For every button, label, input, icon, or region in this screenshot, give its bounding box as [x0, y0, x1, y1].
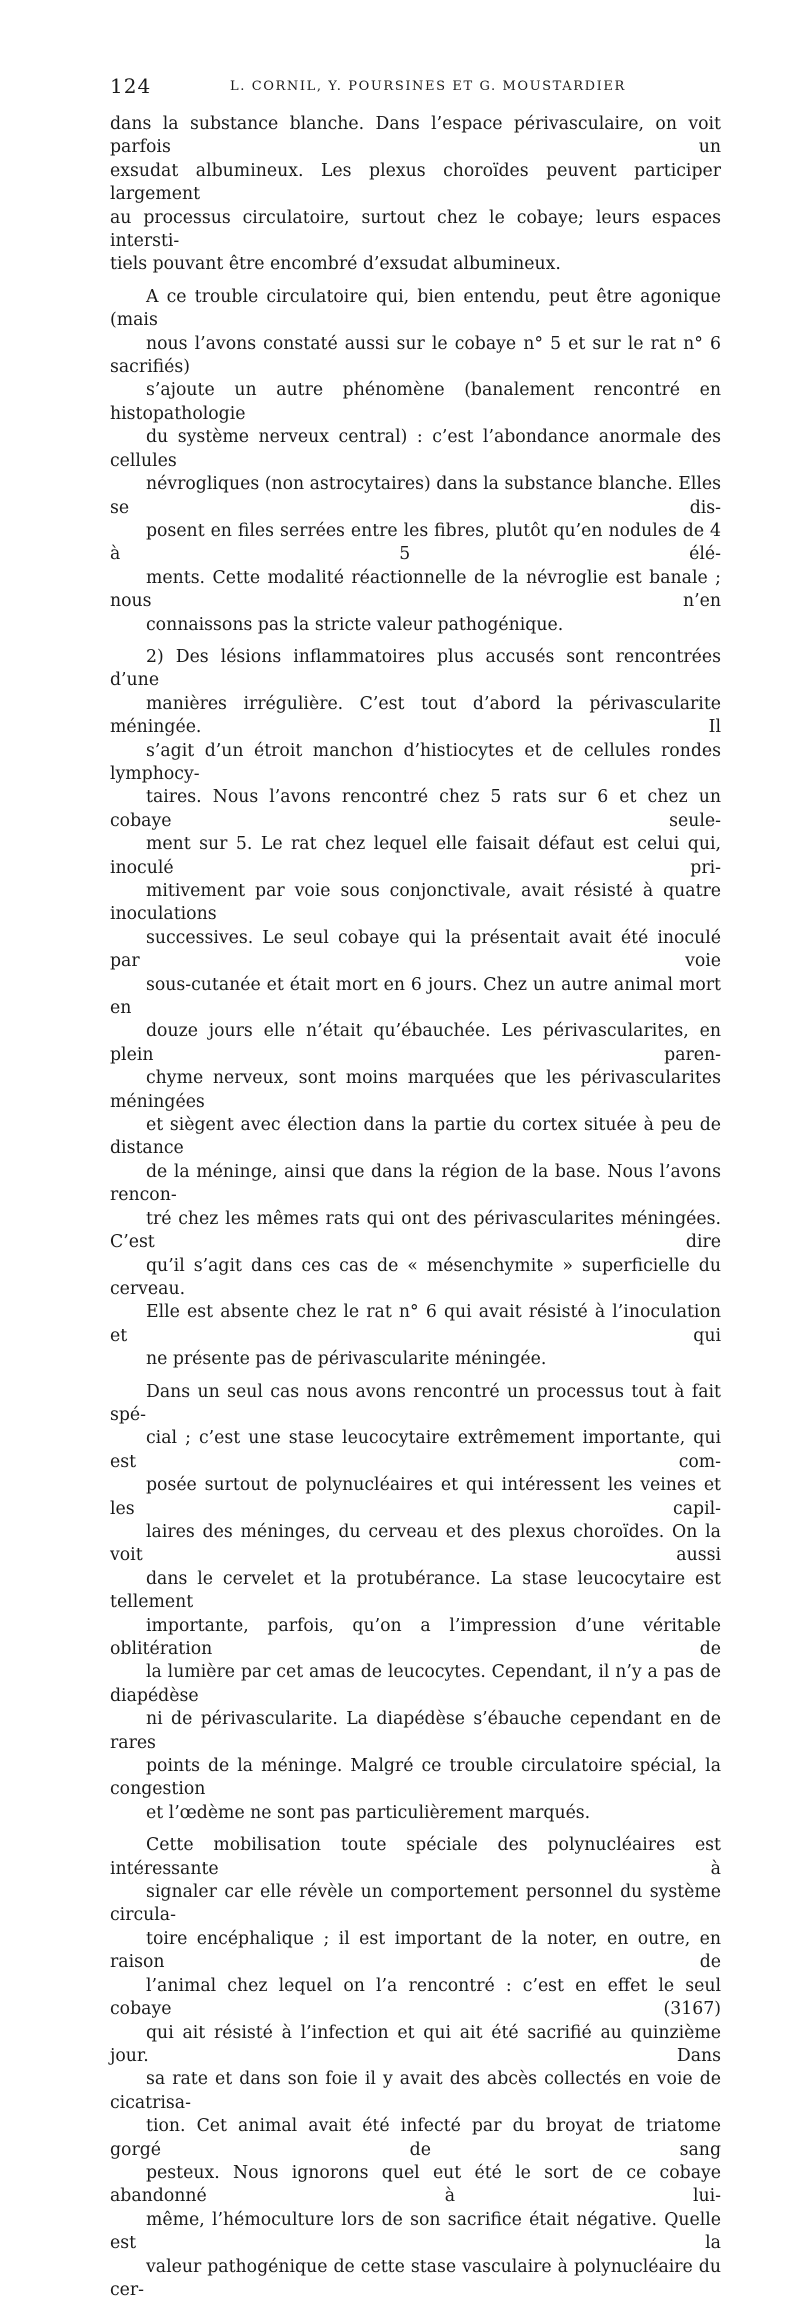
- text-line: sa rate et dans son foie il y avait des abcès collectés en voie de cicatrisa-: [110, 2069, 721, 2113]
- text-line: signaler car elle révèle un comportement personnel du système circula-: [110, 1882, 721, 1926]
- text-line: successives. Le seul cobaye qui la présentait avait été inoculé par voie: [110, 927, 721, 972]
- text-line: et siègent avec élection dans la partie du cortex située à peu de distance: [110, 1115, 721, 1159]
- text-line: valeur pathogénique de cette stase vasculaire à polynucléaire du cer-: [110, 2256, 721, 2300]
- text-line: cial ; c’est une stase leucocytaire extrêmement importante, qui est com-: [110, 1428, 721, 1472]
- text-line: importante, parfois, qu’on a l’impression d’une véritable oblitération de: [110, 1615, 721, 1659]
- text-line: l’animal chez lequel on l’a rencontré : c’est en effet le seul cobaye (3167): [110, 1975, 721, 2020]
- text-line: points de la méninge. Malgré ce trouble circulatoire spécial, la congestion: [110, 1756, 721, 1800]
- text-line: s’agit d’un étroit manchon d’histiocytes et de cellules rondes lymphocy-: [110, 740, 721, 784]
- text-line: connaissons pas la stricte valeur pathogénique.: [146, 614, 564, 635]
- paragraph: [110, 1381, 721, 1826]
- text-line: pesteux. Nous ignorons quel eut été le sort de ce cobaye abandonné à lui-: [110, 2162, 721, 2207]
- text-line: toire encéphalique ; il est important de la noter, en outre, en raison de: [110, 1928, 721, 1973]
- paragraph: [110, 646, 721, 1372]
- paragraph: [110, 286, 721, 637]
- paragraph: [110, 113, 721, 277]
- text-line: tiels pouvant être encombré d’exsudat albumineux.: [110, 254, 561, 275]
- text-line: ne présente pas de périvascularite méningée.: [146, 1349, 547, 1370]
- text-line: exsudat albumineux. Les plexus choroïdes peuvent participer largement: [110, 160, 721, 205]
- text-line: nous l’avons constaté aussi sur le cobaye n° 5 et sur le rat n° 6 sacrifiés): [110, 333, 721, 378]
- text-line: et l’œdème ne sont pas particulièrement marqués.: [146, 1802, 591, 1823]
- text-line: laires des méninges, du cerveau et des plexus choroïdes. On la voit aussi: [110, 1521, 721, 1566]
- paragraph: [110, 1834, 721, 2302]
- page-header: [110, 68, 710, 98]
- text-line: du système nerveux central) : c’est l’abondance anormale des cellules: [110, 427, 721, 471]
- text-line: Dans un seul cas nous avons rencontré un processus tout à fait spé-: [110, 1381, 721, 1425]
- text-line: mitivement par voie sous conjonctivale, avait résisté à quatre inoculations: [110, 881, 721, 925]
- text-line: ments. Cette modalité réactionnelle de la névroglie est banale ; nous n’en: [110, 567, 721, 612]
- text-line: dans le cervelet et la protubérance. La stase leucocytaire est tellement: [110, 1568, 721, 1613]
- text-line: ni de périvascularite. La diapédèse s’ébauche cependant en de rares: [110, 1709, 721, 1753]
- text-line: A ce trouble circulatoire qui, bien entendu, peut être agonique (mais: [110, 286, 721, 331]
- text-line: au processus circulatoire, surtout chez le cobaye; leurs espaces intersti-: [110, 207, 721, 252]
- text-line: manières irrégulière. C’est tout d’abord la périvascularite méningée. Il: [110, 693, 721, 738]
- text-line: même, l’hémoculture lors de son sacrifice était négative. Quelle est la: [110, 2209, 721, 2254]
- text-line: la lumière par cet amas de leucocytes. Cependant, il n’y a pas de diapédèse: [110, 1662, 721, 1706]
- text-line: Cette mobilisation toute spéciale des polynucléaires est intéressante à: [110, 1835, 721, 1879]
- text-line: tion. Cet animal avait été infecté par du broyat de triatome gorgé de sang: [110, 2116, 721, 2160]
- text-line: posée surtout de polynucléaires et qui intéressent les veines et les capil-: [110, 1475, 721, 1519]
- text-line: taires. Nous l’avons rencontré chez 5 rats sur 6 et chez un cobaye seule-: [110, 787, 721, 831]
- running-head: L. CORNIL, Y. POURSINES ET G. MOUSTARDIER: [230, 79, 626, 94]
- text-line: s’ajoute un autre phénomène (banalement rencontré en histopathologie: [110, 380, 721, 424]
- body-text: [110, 113, 721, 2311]
- text-line: ment sur 5. Le rat chez lequel elle faisait défaut est celui qui, inoculé pri-: [110, 834, 721, 878]
- text-line: chyme nerveux, sont moins marquées que les périvascularites méningées: [110, 1068, 721, 1112]
- text-line: douze jours elle n’était qu’ébauchée. Les périvascularites, en plein paren-: [110, 1021, 721, 1065]
- text-line: qu’il s’agit dans ces cas de « mésenchymite » superficielle du cerveau.: [110, 1255, 721, 1299]
- text-line: qui ait résisté à l’infection et qui ait été sacrifié au quinzième jour. Dans: [110, 2022, 721, 2066]
- text-line: sous-cutanée et était mort en 6 jours. Chez un autre animal mort en: [110, 974, 721, 1019]
- text-line: 2) Des lésions inflammatoires plus accusés sont rencontrées d’une: [110, 646, 721, 691]
- text-line: Elle est absente chez le rat n° 6 qui avait résisté à l’inoculation et qui: [110, 1302, 721, 1346]
- page-number: 124: [110, 74, 152, 98]
- text-line: névrogliques (non astrocytaires) dans la substance blanche. Elles se dis-: [110, 474, 721, 518]
- text-line: de la méninge, ainsi que dans la région de la base. Nous l’avons rencon-: [110, 1161, 721, 1206]
- text-line: dans la substance blanche. Dans l’espace périvasculaire, on voit parfois un: [110, 114, 721, 158]
- text-line: tré chez les mêmes rats qui ont des périvascularites méningées. C’est dire: [110, 1208, 721, 1253]
- text-line: posent en files serrées entre les fibres, plutôt qu’en nodules de 4 à 5 élé-: [110, 520, 721, 565]
